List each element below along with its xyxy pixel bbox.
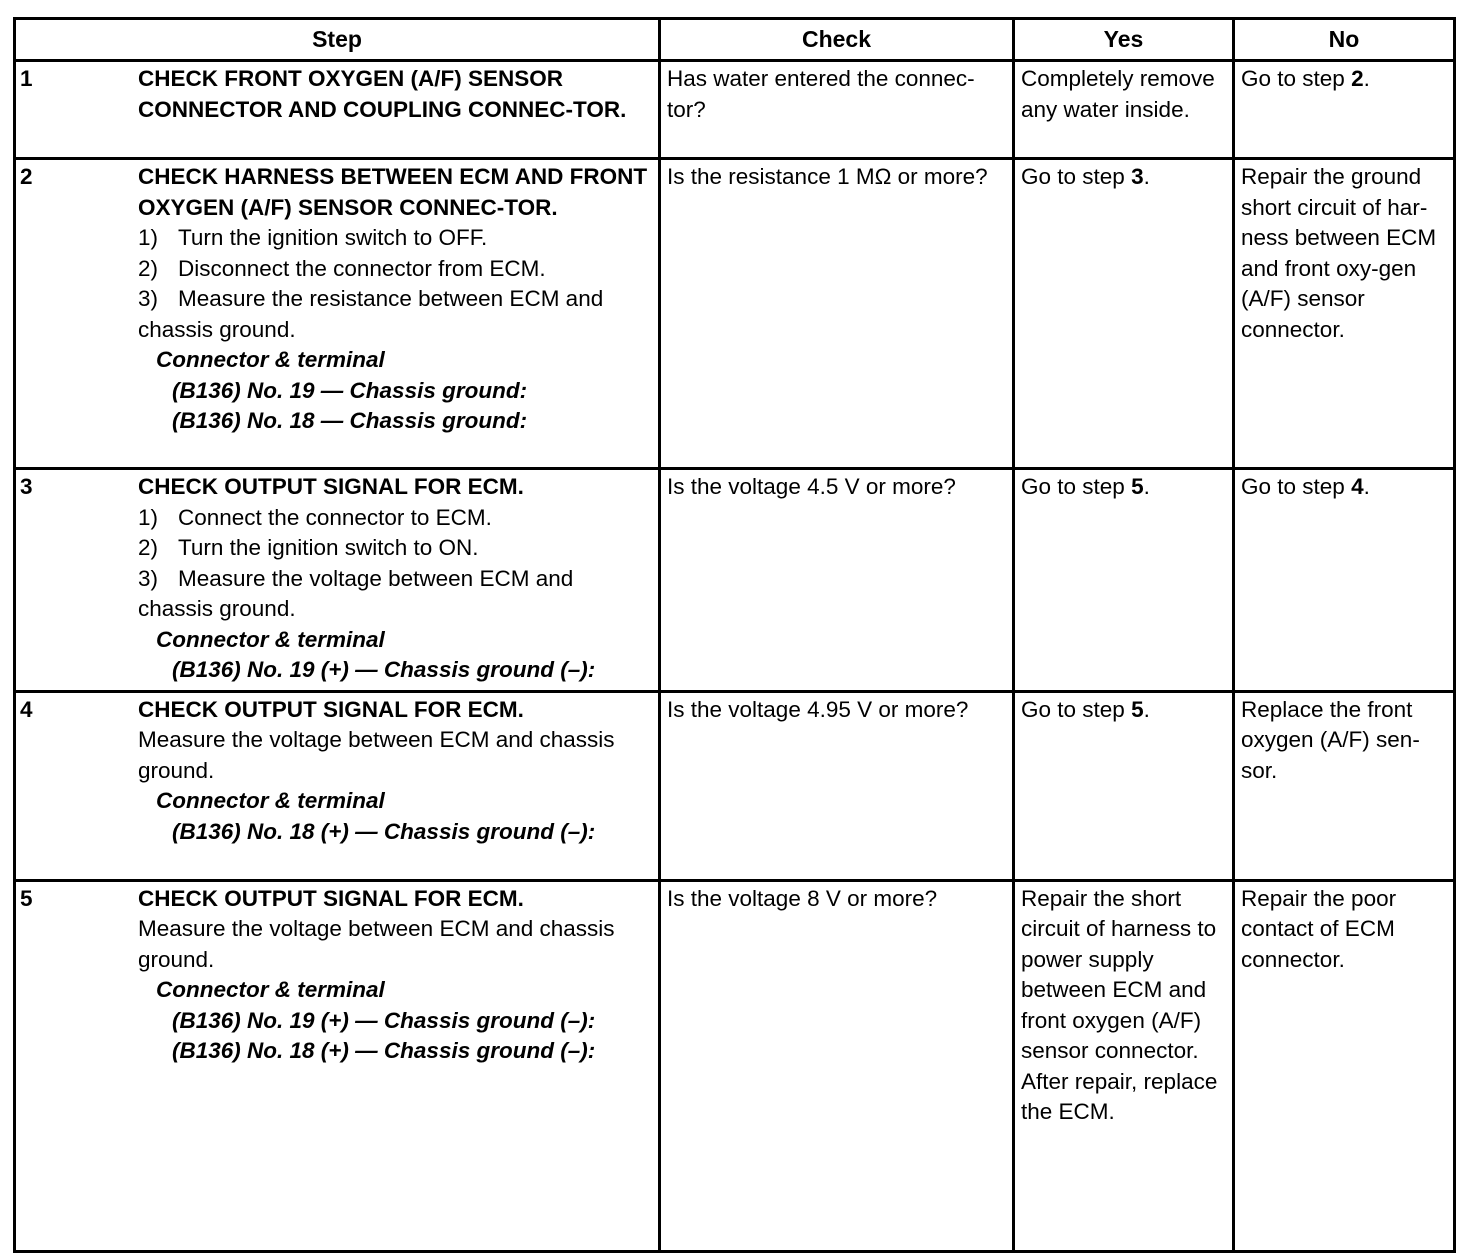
step-title: CHECK HARNESS BETWEEN ECM AND FRONT OXYGEN (A/F) SENSOR CONNEC-TOR.: [138, 164, 648, 220]
header-yes: Yes: [1014, 19, 1234, 61]
header-no: No: [1234, 19, 1455, 61]
yes-cell: [1014, 880, 1234, 1251]
step-description: Measure the voltage between ECM and chassis ground.: [138, 916, 615, 972]
no-cell: [1234, 159, 1455, 469]
connector-item: (B136) No. 18 — Chassis ground:: [172, 408, 528, 433]
yes-cell: [1014, 691, 1234, 880]
yes-text: Repair the short circuit of harness to power supply between ECM and front oxygen (A/F) sensor connector. After repair, replace the ECM.: [1021, 885, 1218, 1124]
check-text: Is the voltage 4.95 V or more?: [667, 696, 969, 722]
step-cell: [15, 880, 660, 1251]
yes-text: Go to step 5.: [1021, 474, 1150, 499]
step-title: CHECK OUTPUT SIGNAL FOR ECM.: [138, 885, 524, 911]
procedure-item: 1) Connect the connector to ECM.: [138, 504, 492, 530]
step-number: 3: [20, 474, 33, 499]
header-check: Check: [660, 19, 1014, 61]
yes-text: Go to step 3.: [1021, 164, 1150, 189]
no-text: Go to step 2.: [1241, 66, 1370, 91]
step-cell: [15, 691, 660, 880]
step-title: CHECK OUTPUT SIGNAL FOR ECM.: [138, 474, 524, 499]
check-cell: [660, 159, 1014, 469]
yes-text: Go to step 5.: [1021, 696, 1150, 722]
table-row: [15, 880, 1455, 1251]
diagnostic-table: [13, 17, 1456, 1253]
step-number: 4: [20, 696, 33, 722]
connector-label: Connector & terminal: [156, 788, 385, 813]
procedure-item: 1) Turn the ignition switch to OFF.: [138, 225, 488, 250]
check-cell: [660, 880, 1014, 1251]
check-cell: [660, 469, 1014, 692]
no-text: Go to step 4.: [1241, 474, 1370, 499]
yes-cell: [1014, 159, 1234, 469]
step-description: Measure the voltage between ECM and chassis ground.: [138, 727, 615, 783]
check-text: Is the voltage 8 V or more?: [667, 885, 938, 911]
no-cell: [1234, 880, 1455, 1251]
no-text: Repair the ground short circuit of har-ness between ECM and front oxy-gen (A/F) sensor connector.: [1241, 164, 1437, 342]
check-text: Is the resistance 1 MΩ or more?: [667, 164, 988, 189]
step-number: 1: [20, 66, 33, 91]
procedure-item: 2) Turn the ignition switch to ON.: [138, 535, 479, 560]
table-header-row: [15, 19, 1455, 61]
connector-label: Connector & terminal: [156, 347, 385, 372]
procedure-item: 3) Measure the resistance between ECM and chassis ground.: [138, 286, 604, 342]
step-cell: [15, 469, 660, 692]
step-number: 5: [20, 885, 33, 911]
step-title: CHECK FRONT OXYGEN (A/F) SENSOR CONNECTOR AND COUPLING CONNEC-TOR.: [138, 66, 627, 122]
step-cell: [15, 159, 660, 469]
check-cell: [660, 61, 1014, 159]
no-cell: [1234, 61, 1455, 159]
connector-item: (B136) No. 19 (+) — Chassis ground (–):: [172, 1007, 596, 1033]
connector-item: (B136) No. 19 — Chassis ground:: [172, 377, 528, 403]
step-number: 2: [20, 164, 33, 189]
yes-cell: [1014, 61, 1234, 159]
yes-cell: [1014, 469, 1234, 692]
no-text: Replace the front oxygen (A/F) sen-sor.: [1241, 696, 1420, 783]
connector-item: (B136) No. 18 (+) — Chassis ground (–):: [172, 1038, 596, 1063]
step-title: CHECK OUTPUT SIGNAL FOR ECM.: [138, 696, 524, 722]
table-row: [15, 61, 1455, 159]
connector-label: Connector & terminal: [156, 977, 385, 1002]
check-text: Is the voltage 4.5 V or more?: [667, 474, 956, 499]
connector-label: Connector & terminal: [156, 626, 385, 652]
procedure-item: 3) Measure the voltage between ECM and chassis ground.: [138, 565, 574, 621]
procedure-item: 2) Disconnect the connector from ECM.: [138, 255, 546, 281]
no-cell: [1234, 691, 1455, 880]
no-cell: [1234, 469, 1455, 692]
table-row: [15, 159, 1455, 469]
connector-item: (B136) No. 19 (+) — Chassis ground (–):: [172, 657, 596, 682]
table-row: [15, 469, 1455, 692]
yes-text: Completely remove any water inside.: [1021, 66, 1215, 122]
connector-item: (B136) No. 18 (+) — Chassis ground (–):: [172, 818, 596, 844]
no-text: Repair the poor contact of ECM connector.: [1241, 885, 1397, 972]
header-step: Step: [15, 19, 660, 61]
check-text: Has water entered the connec-tor?: [667, 66, 975, 122]
check-cell: [660, 691, 1014, 880]
step-cell: [15, 61, 660, 159]
table-row: [15, 691, 1455, 880]
